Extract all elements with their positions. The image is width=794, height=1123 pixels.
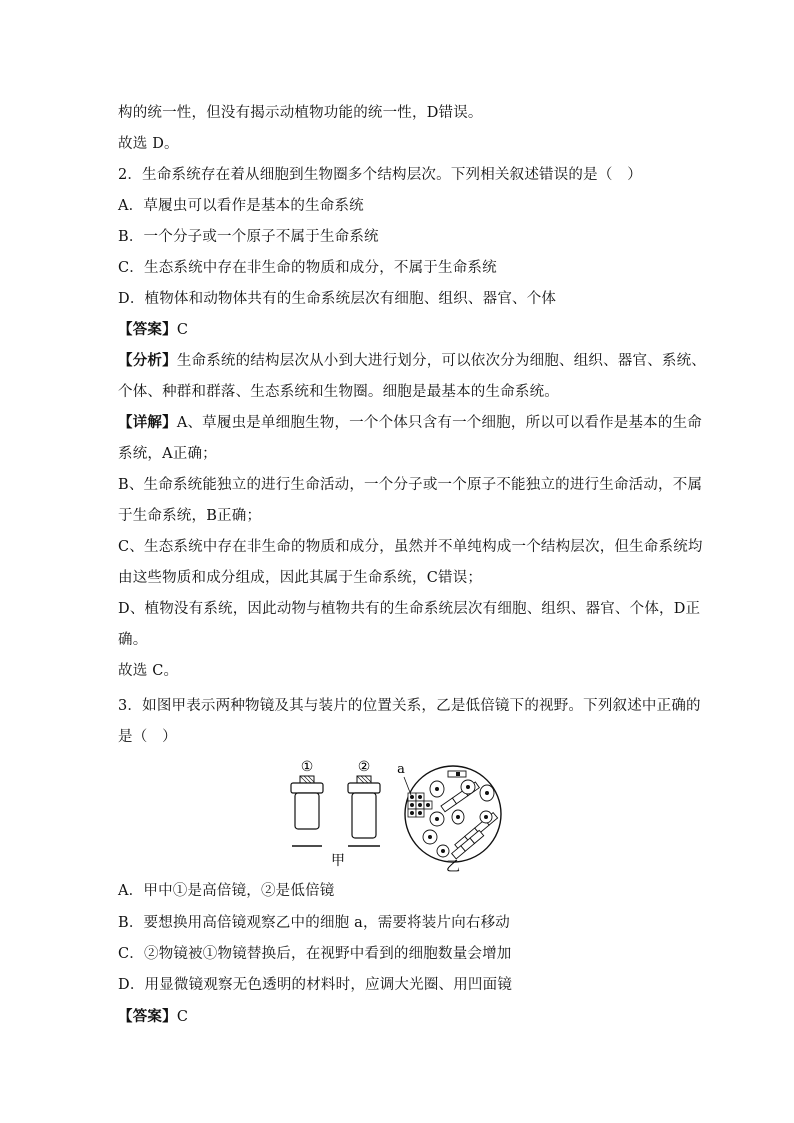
text-line: 系统，A正确； <box>118 446 217 462</box>
text-line: B、生命系统能独立的进行生命活动，一个分子或一个原子不能独立的进行生命活动，不属 <box>118 477 703 493</box>
detail-text: A、草履虫是单细胞生物，一个个体只含有一个细胞，所以可以看作是基本的生命 <box>176 415 702 431</box>
option-b: B．要想换用高倍镜观察乙中的细胞 a，需要将装片向右移动 <box>118 915 511 931</box>
text-line: D、植物没有系统，因此动物与植物共有的生命系统层次有细胞、组织、器官、个体，D正 <box>118 601 701 617</box>
text-line: 故选 C。 <box>118 663 179 679</box>
field-of-view <box>404 766 501 862</box>
question-3-stem: 3．如图甲表示两种物镜及其与装片的位置关系，乙是低倍镜下的视野。下列叙述中正确的 <box>118 698 701 714</box>
microscope-figure <box>280 757 520 875</box>
analysis-line <box>118 352 706 370</box>
objective-1-label: ① <box>300 759 314 775</box>
answer-line <box>118 321 188 339</box>
text-line: 构的统一性，但没有揭示动植物功能的统一性，D错误。 <box>118 105 483 121</box>
option-a: A．甲中①是高倍镜，②是低倍镜 <box>118 883 335 899</box>
text-line: C、生态系统中存在非生命的物质和成分，虽然并不单纯构成一个结构层次，但生命系统均 <box>118 539 703 555</box>
analysis-text: 生命系统的结构层次从小到大进行划分，可以依次分为细胞、组织、器官、系统、 <box>176 353 707 369</box>
figure-yi-label: 乙 <box>446 859 460 875</box>
option-b: B．一个分子或一个原子不属于生命系统 <box>118 229 379 245</box>
answer-line <box>118 1008 188 1026</box>
option-d: D．用显微镜观察无色透明的材料时，应调大光圈、用凹面镜 <box>118 977 513 993</box>
detail-tag: 【详解】 <box>118 414 177 431</box>
option-a: A．草履虫可以看作是基本的生命系统 <box>118 198 364 214</box>
option-d: D．植物体和动物体共有的生命系统层次有细胞、组织、器官、个体 <box>118 291 557 307</box>
text-line: 由这些物质和成分组成，因此其属于生命系统，C错误； <box>118 570 483 586</box>
question-3-stem-cont: 是（ ） <box>118 729 177 745</box>
analysis-tag: 【分析】 <box>118 352 177 369</box>
option-c: C．生态系统中存在非生命的物质和成分，不属于生命系统 <box>118 260 497 276</box>
cell-a-label: a <box>397 762 405 777</box>
question-2-stem: 2．生命系统存在着从细胞到生物圈多个结构层次。下列相关叙述错误的是（ ） <box>118 167 642 183</box>
detail-line <box>118 414 702 432</box>
text-line: 个体、种群和群落、生态系统和生物圈。细胞是最基本的生命系统。 <box>118 384 559 400</box>
objective-2-lens <box>348 776 380 838</box>
figure-jia-label: 甲 <box>331 853 345 869</box>
text-line: 故选 D。 <box>118 136 179 152</box>
objective-2-label: ② <box>357 759 371 775</box>
objective-1-lens <box>291 776 323 829</box>
answer-value: C <box>176 1009 189 1025</box>
answer-tag: 【答案】 <box>118 1008 177 1025</box>
answer-value: C <box>176 322 189 338</box>
text-line: 确。 <box>118 632 148 648</box>
answer-tag: 【答案】 <box>118 321 177 338</box>
option-c: C．②物镜被①物镜替换后，在视野中看到的细胞数量会增加 <box>118 946 512 962</box>
text-line: 于生命系统，B正确； <box>118 508 262 524</box>
